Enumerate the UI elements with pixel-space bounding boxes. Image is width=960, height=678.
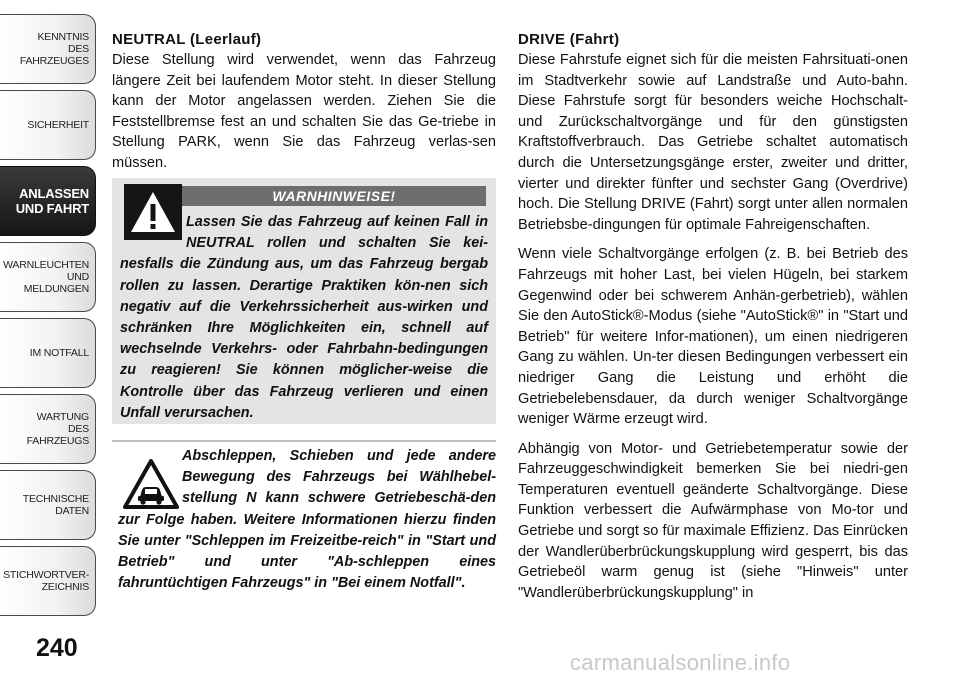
left-column — [112, 30, 496, 183]
tab-stichwortverzeichnis[interactable] — [0, 546, 96, 616]
tab-anlassen-und-fahrt[interactable] — [0, 166, 96, 236]
section-heading-neutral: NEUTRAL (Leerlauf) — [112, 31, 262, 48]
tab-label: STICHWORTVER- ZEICHNIS — [3, 569, 89, 593]
watermark: carmanualsonline.info — [570, 650, 791, 675]
drive-paragraph-3: Abhängig von Motor- und Getriebetemperatur sowie der Fahrzeuggeschwindigkeit bemerken Sie bei niedri-gen Temperaturen eventuell geänderte Schaltvorgänge. Diese Funktion verbessert die Aufwärmphase von Mo-tor und Getriebe und sorgt so für maximale Effizienz. Das Einrücken der Wandlerüberbrückungskupplung wird gesperrt, bis das Getriebeöl warm genug ist (siehe "Hinweis" unter "Wandlerüberbrückungskupplung" in — [518, 440, 908, 601]
caution-text: Abschleppen, Schieben und jede andere Bewegung des Fahrzeugs bei Wählhebel-stellung N kann schwere Getriebeschä-den zur Folge haben. Weitere Informationen hierzu finden Sie unter "Schleppen im Freizeitbe-reich" in "Start und Betrieb" und unter "Ab-schleppen eines fahruntüchtigen Fahrzeugs" in "Bei einem Notfall". — [118, 448, 496, 592]
drive-paragraph-1: Diese Fahrstufe eignet sich für die meisten Fahrsituati-onen im Stadtverkehr sowie auf Landstraße und Auto-bahn. Diese Fahrstufe sorgt für besonders weiche Hochschalt- und Zurückschaltvorgänge und für den günstigsten Kraftstoffverbrauch. Das Getriebe schaltet automatisch durch die Untersetzungsgänge erster, zweiter und dritter, vierter und direkter fünfter und sechster Gang (Overdrive) hoch. Die Stellung DRIVE (Fahrt) sorgt unter allen normalen Betriebsbe-dingungen für optimale Fahreigenschaften. — [518, 52, 908, 233]
tab-label: KENNTNIS DES FAHRZEUGES — [19, 31, 89, 67]
caution-box — [112, 440, 496, 612]
tab-label: WARTUNG DES FAHRZEUGS — [26, 411, 89, 447]
tab-label: TECHNISCHE DATEN — [22, 493, 89, 517]
tab-technische-daten[interactable] — [0, 470, 96, 540]
tab-label: WARNLEUCHTEN UND MELDUNGEN — [3, 259, 89, 295]
tab-label: IM NOTFALL — [29, 347, 89, 359]
warning-box — [112, 178, 496, 424]
tab-im-notfall[interactable] — [0, 318, 96, 388]
warning-text-block — [120, 212, 488, 424]
caution-divider — [112, 440, 496, 442]
neutral-paragraph: Diese Stellung wird verwendet, wenn das Fahrzeug längere Zeit bei laufendem Motor steht. In dieser Stellung kann der Motor angelassen werden. Ziehen Sie die Feststellbremse fest an und schalten Sie das Ge-triebe in Stellung PARK, wenn Sie das Fahrzeug verlas-sen müssen. — [112, 52, 496, 171]
tab-warnleuchten-und-meldungen[interactable] — [0, 242, 96, 312]
warning-text: Lassen Sie das Fahrzeug auf keinen Fall in NEUTRAL rollen und schalten Sie kei-nesfalls die Zündung aus, um das Fahrzeug bergab rollen zu lassen. Derartige Praktiken kön-nen sich negativ auf die Verkehrssicherheit aus-wirken und schränken Ihre Möglichkeiten ein, schnell auf wechselnde Verkehrs- oder Fahrbahn-bedingungen zu reagieren! Sie können möglicher-weise die Kontrolle über das Fahrzeug verlieren und einen Unfall verursachen. — [120, 214, 488, 421]
caution-text-block — [118, 446, 496, 594]
drive-paragraph-2: Wenn viele Schaltvorgänge erfolgen (z. B. bei Betrieb des Fahrzeugs mit hoher Last, bei vielen Hügeln, bei starkem Gegenwind oder bei schwerem Anhän-gerbetrieb), wählen Sie den AutoStick®-Modus (siehe "AutoStick®" in "Start und Betrieb" für weitere Infor-mationen), um einen niedrigeren Gang zu wählen. Un-ter diesen Bedingungen verbessert ein niedriger Gang die Leistung und erhöht die Getriebelebensdauer, da durch weniger Schaltvorgänge weniger Wärme erzeugt wird. — [518, 246, 908, 428]
tab-kenntnis-des-fahrzeuges[interactable] — [0, 14, 96, 84]
warning-title: WARNHINWEISE! — [182, 186, 486, 206]
section-heading-drive: DRIVE (Fahrt) — [518, 31, 620, 48]
right-column — [518, 30, 908, 612]
tab-label: ANLASSEN UND FAHRT — [15, 186, 89, 216]
tab-label: SICHERHEIT — [27, 119, 89, 131]
tab-sicherheit[interactable] — [0, 90, 96, 160]
tab-wartung-des-fahrzeugs[interactable] — [0, 394, 96, 464]
page-number: 240 — [36, 634, 78, 662]
